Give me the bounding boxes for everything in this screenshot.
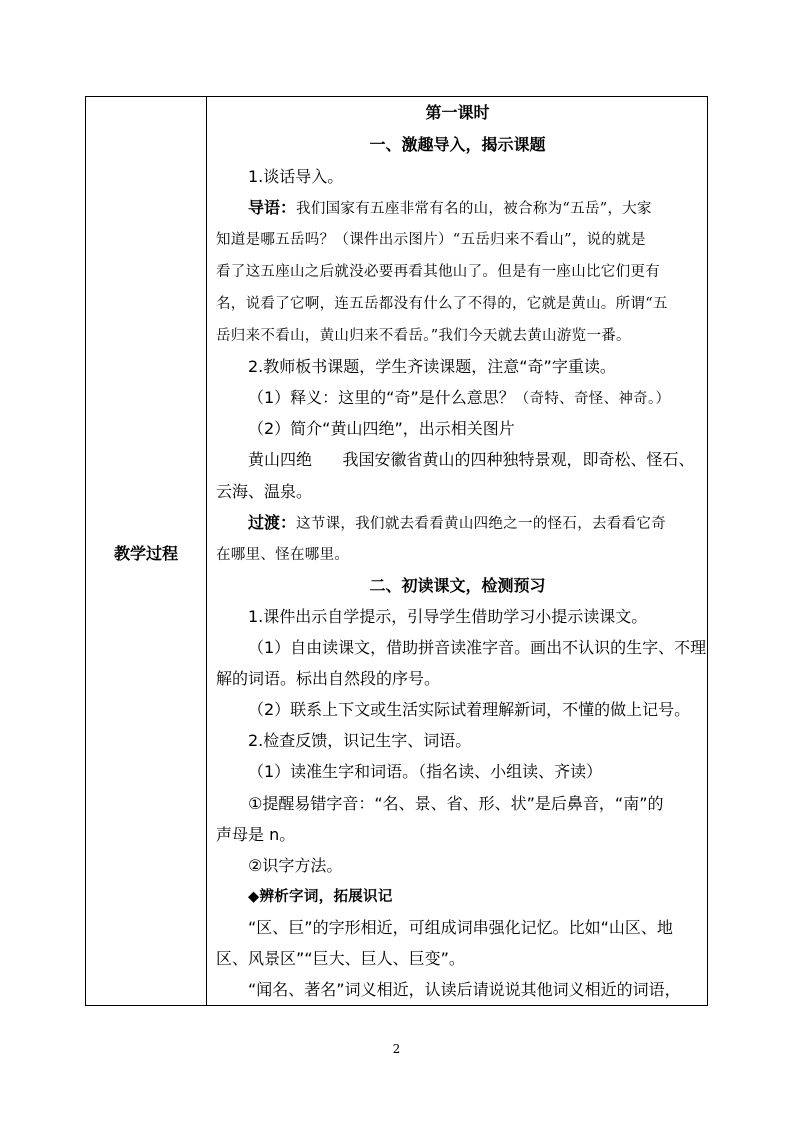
s1-four-wonders-line-1: 黄山四绝 我国安徽省黄山的四种独特景观，即奇松、怪石、 [248, 450, 695, 469]
s2-tip-2: ②识字方法。 [248, 856, 343, 875]
s2-para-1-line-1: “区、巨”的字形相近，可组成词串强化记忆。比如“山区、地 [248, 918, 673, 937]
s1-item-2-sub-1: （1）释义：这里的“奇”是什么意思？（奇特、奇怪、神奇。） [248, 388, 671, 407]
s2-tip-1-line-1: ①提醒易错字音：“名、景、省、形、状”是后鼻音，“南”的 [248, 794, 664, 813]
s1-item-2: 2.教师板书课题，学生齐读课题，注意“奇”字重读。 [248, 357, 616, 376]
s2-item-2-sub-1: （1）读准生字和词语。（指名读、小组读、齐读） [248, 762, 603, 781]
s1-item-2-sub-2: （2）简介“黄山四绝”，出示相关图片 [248, 419, 515, 438]
s2-item-1: 1.课件出示自学提示，引导学生借助学习小提示读课文。 [248, 607, 648, 626]
s2-item-1-sub-1-line-2: 解的词语。标出自然段的序号。 [216, 669, 441, 688]
content-cell [208, 97, 707, 1005]
left-column-cell [86, 97, 207, 1005]
s2-bullet-heading: ◆辨析字词，拓展识记 [248, 888, 393, 905]
s1-intro-line-2: 知道是哪五岳吗？（课件出示图片）“五岳归来不看山”，说的就是 [216, 232, 646, 248]
section-2-title: 二、初读课文，检测预习 [369, 576, 546, 595]
section-1-title: 一、激趣导入，揭示课题 [369, 135, 546, 154]
page-number: 2 [392, 1042, 401, 1056]
s1-transition-line-2: 在哪里、怪在哪里。 [216, 547, 350, 563]
s2-item-1-sub-2: （2）联系上下文或生活实际试着理解新词，不懂的做上记号。 [248, 700, 691, 719]
transition-label: 过渡： [248, 513, 297, 532]
s2-para-1-line-2: 区、风景区”“巨大、巨人、巨变”。 [216, 949, 465, 968]
s1-intro-line-5: 岳归来不看山，黄山归来不看岳。”我们今天就去黄山游览一番。 [216, 328, 631, 344]
s2-item-2: 2.检查反馈，识记生字、词语。 [248, 731, 472, 750]
intro-label: 导语： [248, 198, 297, 217]
s2-tip-1-line-2: 声母是 n。 [216, 825, 296, 844]
s2-item-1-sub-1-line-1: （1）自由读课文，借助拼音读准字音。画出不认识的生字、不理 [248, 638, 707, 657]
lesson-title: 第一课时 [425, 103, 490, 122]
s1-transition-line-1: 过渡：这节课，我们就去看看黄山四绝之一的怪石，去看看它奇 [248, 513, 667, 532]
s1-intro-line-1: 导语：我们国家有五座非常有名的山，被合称为“五岳”，大家 [248, 198, 652, 217]
row-label: 教学过程 [113, 544, 178, 563]
s1-intro-line-3: 看了这五座山之后就没必要再看其他山了。但是有一座山比它们更有 [216, 264, 660, 280]
s1-item-1: 1.谈话导入。 [248, 167, 344, 186]
s1-four-wonders-line-2: 云海、温泉。 [216, 482, 313, 501]
lesson-plan-table [85, 96, 708, 1006]
s2-para-2-line-1: “闻名、著名”词义相近，认读后请说说其他词义相近的词语， [248, 980, 681, 999]
s1-intro-line-4: 名，说看了它啊，连五岳都没有什么了不得的，它就是黄山。所谓“五 [216, 296, 668, 312]
